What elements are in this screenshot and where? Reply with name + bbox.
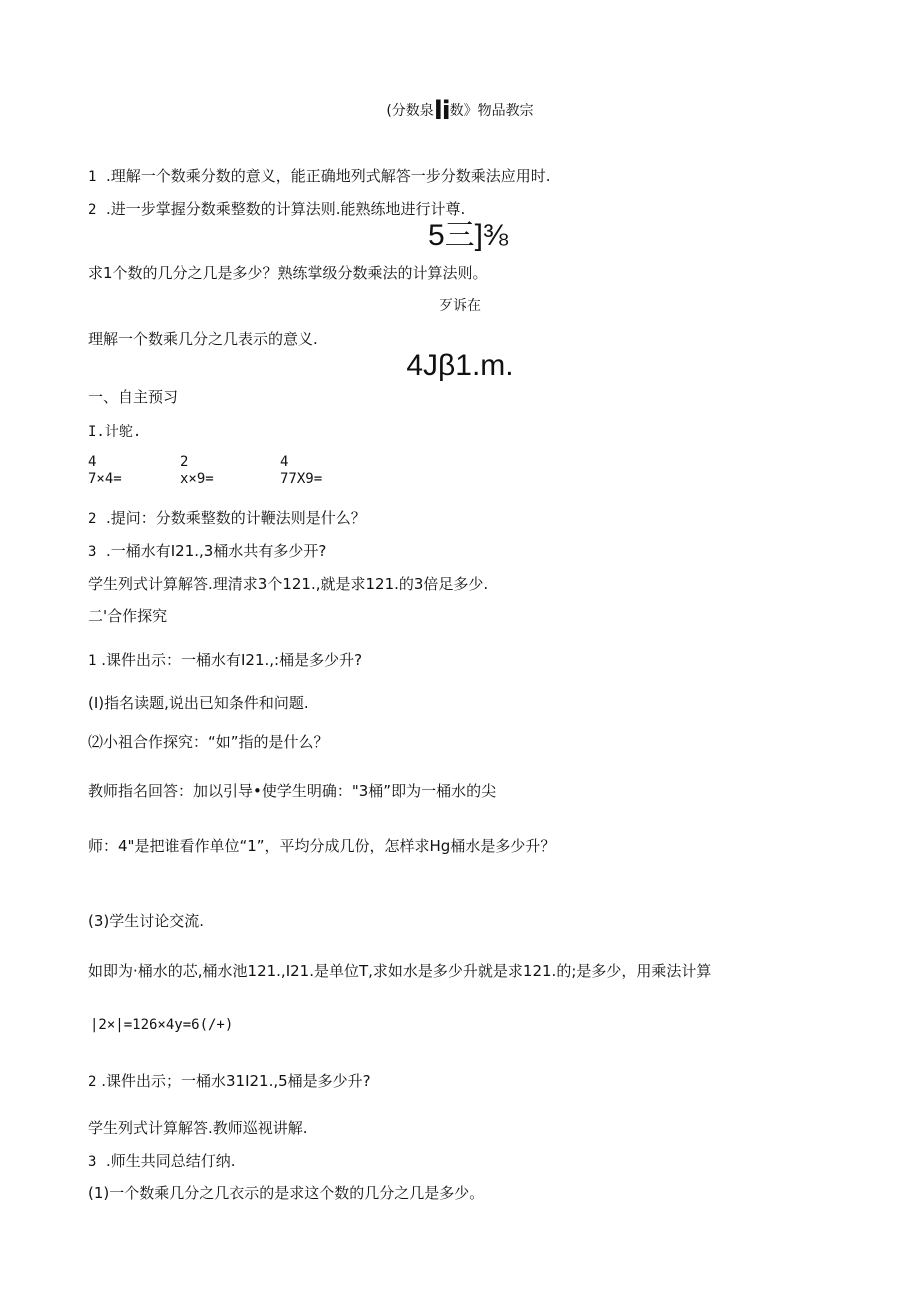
problem-1-step-e: (3)学生讨论交流.: [88, 912, 205, 930]
problem-text: .课件出示；一桶水31I21.,5桶是多少升?: [101, 1072, 371, 1090]
students-line-2: 学生列式计算解答.教师巡视讲解.: [88, 1119, 308, 1137]
difficulty-line: 理解一个数乘几分之几表示的意义.: [88, 330, 318, 348]
problem-1: [88, 650, 362, 671]
goal-text: .进一步掌握分数乘整数的计算法则.能熟练地进行计尊.: [105, 200, 466, 218]
goal-number: 2: [88, 202, 97, 218]
problem-1-step-a: (I)指名读题,说出已知条件和问题.: [88, 694, 309, 712]
focus-line: 求1个数的几分之几是多少？熟练掌级分数乘法的计算法则。: [88, 264, 488, 282]
goal-1: [88, 166, 551, 187]
heading-key-points: 5三]⅜: [427, 219, 509, 252]
heading-process: 4Jβ1.m.: [406, 349, 514, 382]
problem-1-step-c: 教师指名回答：加以引导•使学生明确："3桶”即为一桶水的尖: [88, 782, 497, 800]
title-prefix: (分数泉: [386, 103, 434, 119]
section-cooperative: 二'合作探究: [88, 607, 168, 625]
goal-number: 1: [88, 169, 97, 185]
fraction-numerator: 2: [180, 454, 189, 470]
problem-1-step-f: 如即为·桶水的芯,桶水池121.,I21.是单位T,求如水是多少升就是求121.的;是多少，用乘法计算: [88, 962, 712, 980]
heading-difficulty: 歹诉在: [439, 298, 481, 314]
problem-2: [88, 1071, 371, 1092]
problem-3-summary: (1)一个数乘几分之几衣示的是求这个数的几分之几是多少。: [88, 1184, 485, 1202]
fraction-expression: 7×4=: [88, 471, 122, 487]
problem-3: [88, 1151, 236, 1172]
calc-expression-1: [88, 454, 122, 488]
calc-expression-3: [280, 454, 322, 488]
goal-text: .理解一个数乘分数的意义，能正确地列式解答一步分数乘法应用时.: [105, 167, 551, 185]
goal-2: [88, 199, 465, 220]
fraction-expression: 77X9=: [280, 471, 323, 487]
fraction-expression: x×9=: [180, 471, 214, 487]
problem-text: .课件出示：一桶水有I21.,:桶是多少升?: [101, 651, 363, 669]
fraction-numerator: 4: [280, 454, 289, 470]
document-title: [0, 96, 920, 126]
problem-number: 2: [88, 1074, 97, 1090]
question-text: .提问：分数乘整数的计鞭法则是什么？: [105, 509, 366, 527]
question-text: .一桶水有I21.,3桶水共有多少开?: [105, 542, 327, 560]
problem-number: 3: [88, 1154, 97, 1170]
question-number: 2: [88, 511, 97, 527]
calc-expression-2: [180, 454, 214, 488]
calc-label: I.计鸵.: [88, 424, 142, 440]
title-bold-glyph: li: [433, 96, 450, 126]
question-2: [88, 508, 366, 529]
problem-number: 1: [88, 653, 97, 669]
section-self-study: 一、自主预习: [88, 388, 179, 406]
question-3: [88, 541, 326, 562]
item-calculation: [88, 421, 141, 442]
question-number: 3: [88, 544, 97, 560]
students-line-1: 学生列式计算解答.理清求3个121.,就是求121.的3倍足多少.: [88, 575, 489, 593]
formula-line: |2×|=126×4y=6(/+): [90, 1017, 234, 1033]
problem-text: .师生共同总结仃纳.: [105, 1152, 236, 1170]
fraction-numerator: 4: [88, 454, 97, 470]
problem-1-step-d: 师：4"是把谁看作单位“1”，平均分成几份，怎样求Hg桶水是多少升？: [88, 837, 556, 855]
title-suffix: 数》物品教宗: [449, 103, 534, 119]
problem-1-step-b: ⑵小祖合作探究：“如”指的是什么？: [88, 733, 329, 751]
